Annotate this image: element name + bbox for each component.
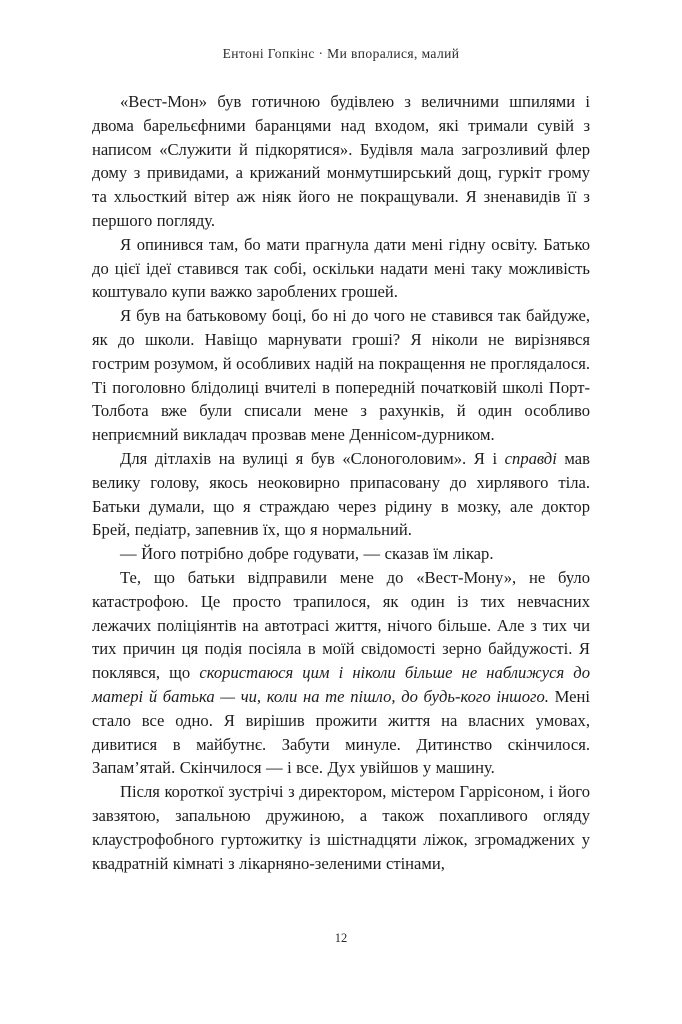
paragraph — [92, 542, 590, 566]
text-run: Мені стало все одно. Я вирішив прожити життя на власних умовах, дивитися в майбутнє. Забути минуле. Дитинство скінчилося. Запам’ятай. Скінчилося — і все. Дух увійшов у машину. — [92, 686, 591, 778]
paragraph — [92, 90, 590, 233]
italic-text-run: справді — [504, 448, 557, 468]
paragraph — [92, 447, 590, 542]
text-run: «Вест-Мон» був готичною будівлею з величними шпилями і двома барельєфними баранцями над входом, які тримали сувій з написом «Служити й підкорятися». Будівля мала загрозливий флер дому з привидами, а крижаний монмутширський дощ, гуркіт грому та хльосткий вітер аж ніяк його не покращували. Я зненавидів її з першого погляду. — [92, 92, 590, 230]
body-text — [92, 90, 590, 875]
italic-text-run: скористаюся цим і ніколи більше не наближуся до матері й батька — чи, коли на те пішло, до будь-кого іншого. — [92, 663, 590, 706]
page-number: 12 — [334, 931, 348, 945]
paragraph — [92, 233, 590, 304]
text-run: Для дітлахів на вулиці я був «Слоноголовим». Я і — [120, 448, 505, 468]
paragraph — [92, 304, 590, 447]
text-run: мав велику голову, якось неоковирно припасовану до хирлявого тіла. Батьки думали, що я страждаю через рідину в мозку, але доктор Брей, педіатр, запевнив їх, що я нормальний. — [92, 448, 590, 540]
paragraph — [92, 780, 590, 875]
text-run: Я був на батьковому боці, бо ні до чого не ставився так байдуже, як до школи. Навіщо марнувати гроші? Я ніколи не вирізнявся гострим розумом, й особливих надій на покращення не проглядалося. Ті поголовно блідолиці вчителі в попередній початковій школі Порт-Толбота вже були списали мене з рахунків, й один особливо неприємний викладач прозвав мене Деннісом-дурником. — [92, 306, 590, 445]
text-run: Я опинився там, бо мати прагнула дати мені гідну освіту. Батько до цієї ідеї ставився так собі, оскільки надати мені таку можливість коштувало купи важко зароблених грошей. — [92, 234, 590, 302]
running-header: Ентоні Гопкінс · Ми впоралися, малий — [222, 46, 460, 61]
text-run: — Його потрібно добре годувати, — сказав їм лікар. — [120, 544, 494, 564]
text-run: Те, що батьки відправили мене до «Вест-Мону», не було катастрофою. Це просто трапилося, як один із тих невчасних лежачих поліціянтів на автотрасі життя, нічого більше. Але з тих чи тих причин ця подія посіяла в моїй свідомості зерно байдужості. Я поклявся, що — [92, 567, 590, 683]
text-run: Після короткої зустрічі з директором, містером Гаррісоном, і його завзятою, запальною дружиною, а також похапливого огляду клаустрофобного гуртожитку із шістнадцяти ліжок, згромаджених у квадратній кімнаті з лікарняно-зеленими стінами, — [92, 782, 590, 873]
paragraph — [92, 566, 590, 780]
